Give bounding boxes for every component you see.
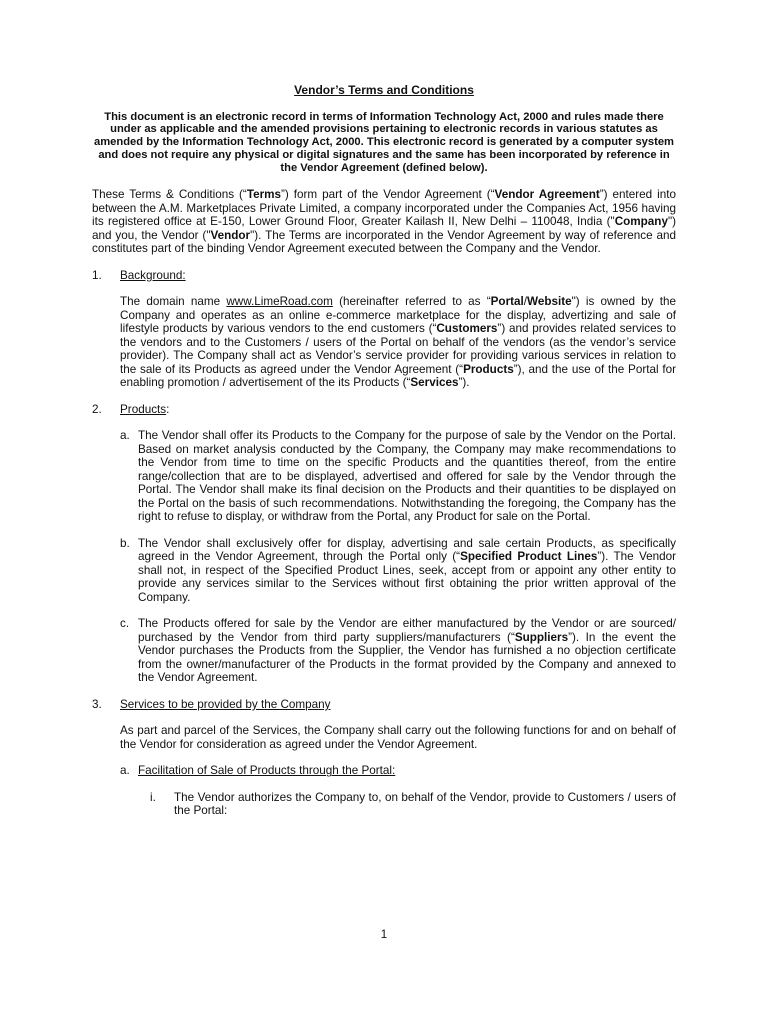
section-1-body (120, 295, 676, 390)
body-text: The Vendor shall exclusively offer for display, advertising and sale certain Products, as specifically agreed in the Vendor Agreement, through the Portal only (“ (138, 536, 676, 564)
body-text: / (523, 295, 528, 309)
intro-text: These Terms & Conditions (“ (92, 188, 247, 202)
term-vendor: Vendor (210, 228, 251, 242)
body-text: ”), and the use of the Portal for enabling promotion / advertisement of the its Products (“ (120, 362, 676, 390)
list-item (120, 537, 676, 605)
item-text: The Vendor authorizes the Company to, on behalf of the Vendor, provide to Customers / users of the Portal: (174, 790, 676, 818)
section-heading: Services to be provided by the Company (120, 697, 331, 711)
term-website: Website (527, 295, 572, 309)
section-2-body (120, 429, 676, 685)
section-number: 1. (92, 268, 102, 282)
term-vendor-agreement: Vendor Agreement (494, 188, 600, 202)
list-item (120, 429, 676, 524)
section-3-body (120, 724, 676, 818)
electronic-record-notice: This document is an electronic record in terms of Information Technology Act, 2000 and rules made there under as applicable and the amended provisions pertaining to electronic records in various statutes as amended by the Information Technology Act, 2000. This electronic record is generated by a computer system and does not require any physical or digital signatures and the same has been incorporated by reference in the Vendor Agreement (defined below). (93, 110, 675, 174)
body-text: ”) and provides related services to the vendors and to the Customers / users of the Portal on behalf of the vendors (as the vendor’s service provider). The Company shall act as Vendor’s service provider for providing various services in relation to the sale of its Products as agreed under the Vendor Agreement (“ (120, 322, 676, 376)
heading-colon: : (166, 402, 170, 416)
intro-paragraph (92, 188, 676, 256)
intro-text: "). The Terms are incorporated in the Vendor Agreement by way of reference and constitutes part of the binding Vendor Agreement executed between the Company and the Vendor. (92, 228, 676, 256)
item-marker: i. (150, 790, 156, 804)
item-marker: a. (120, 764, 130, 778)
item-marker: b. (120, 536, 130, 550)
sub-heading: Facilitation of Sale of Products through the Portal: (138, 764, 396, 778)
term-services: Services (410, 376, 459, 390)
body-text: ”). In the event the Vendor purchases the Products from the Supplier, the Vendor has furnished a no objection certificate from the owner/manufacturer of the Products in the format provided by the Company and annexed to the Vendor Agreement. (138, 630, 676, 685)
section-heading: Background: (120, 268, 186, 282)
body-text: The domain name (120, 295, 227, 309)
list-item (120, 617, 676, 685)
section-number: 3. (92, 697, 102, 711)
term-company: Company (614, 215, 668, 229)
section-1-header (92, 269, 676, 283)
page-number: 1 (380, 929, 388, 941)
term-customers: Customers (436, 322, 498, 336)
term-portal: Portal (490, 295, 524, 309)
body-text: ") is owned by the Company and operates as an online e-commerce marketplace for the display, advertizing and sale of lifestyle products by various vendors to the end customers (“ (120, 295, 676, 336)
body-text: (hereinafter referred to as “ (332, 295, 491, 309)
section-heading: Products (120, 402, 167, 416)
item-marker: c. (120, 617, 130, 631)
sub-item (120, 764, 676, 778)
item-text: The Vendor shall offer its Products to the Company for the purpose of sale by the Vendor on the Portal. Based on market analysis conducted by the Company, the Company may make recommendations to the Vendor from time to time on the specific Products and the quantities thereof, from the entire range/collection that are to be displayed, advertised and offered for sale by the Vendor through the Portal. The Vendor shall make its final decision on the Products and their quantities to be displayed on the Portal on the basis of such recommendations. Notwithstanding the foregoing, the Company has the right to refuse to display, or withdraw from the Portal, any Product for sale on the Portal. (138, 429, 676, 524)
intro-text: ”) entered into between the A.M. Marketplaces Private Limited, a company incorporated under the Companies Act, 1956 having its registered office at E-150, Lower Ground Floor, Greater Kailash II, New Delhi – 110048, India (" (92, 188, 676, 229)
section-number: 2. (92, 402, 102, 416)
document-title: Vendor’s Terms and Conditions (294, 83, 474, 97)
intro-text: ”) form part of the Vendor Agreement (“ (281, 188, 495, 202)
background-paragraph (120, 295, 676, 390)
section-2-header (92, 403, 676, 417)
body-text: ”). (458, 376, 470, 390)
term-terms: Terms (246, 188, 282, 202)
section-heading-wrap (120, 403, 169, 417)
body-text: ”). The Vendor shall not, in respect of the Specified Product Lines, seek, accept from or appoint any other entity to provide any services similar to the Services without first obtaining the prior written approval of the Company. (138, 550, 676, 604)
term-products: Products (463, 362, 514, 376)
body-text: The Products offered for sale by the Vendor are either manufactured by the Vendor or are sourced/ purchased by the Vendor from third party suppliers/manufacturers (“ (138, 617, 676, 644)
section-3-header (92, 698, 676, 712)
term-suppliers: Suppliers (514, 630, 569, 644)
intro-text: ") and you, the Vendor (" (92, 215, 676, 242)
term-specified-product-lines: Specified Product Lines (460, 550, 598, 564)
services-paragraph: As part and parcel of the Services, the Company shall carry out the following functions for and on behalf of the Vendor for consideration as agreed under the Vendor Agreement. (120, 724, 676, 751)
limeroad-link[interactable]: www.LimeRoad.com (226, 295, 333, 309)
item-text (138, 537, 676, 605)
item-text (138, 617, 676, 685)
roman-item (150, 791, 676, 818)
item-marker: a. (120, 429, 130, 443)
